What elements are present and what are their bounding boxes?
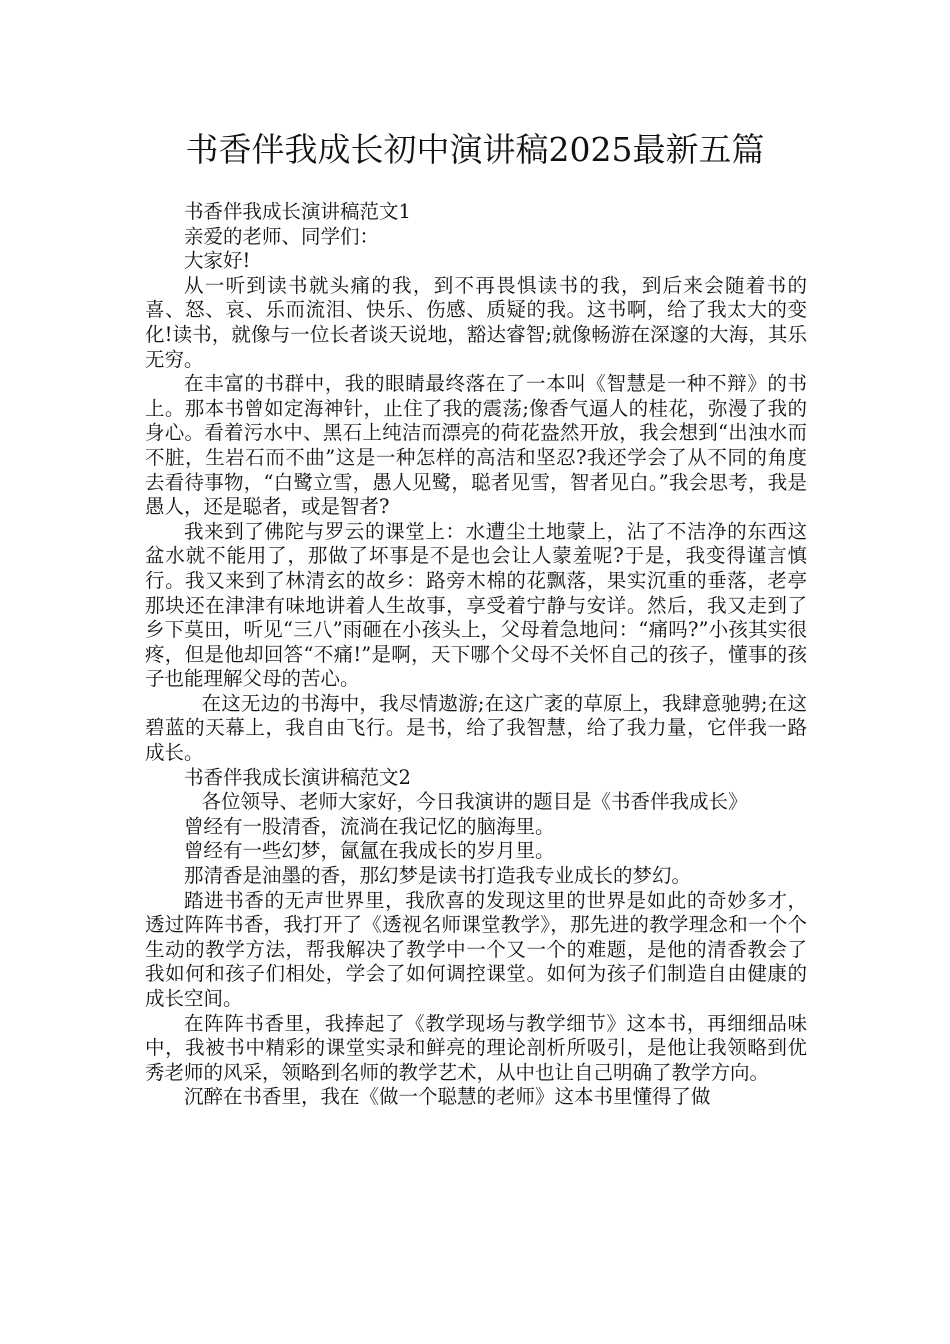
paragraph: 曾经有一些幻梦，氤氲在我成长的岁月里。	[184, 839, 555, 863]
paragraph: 在这无边的书海中，我尽情遨游;在这广袤的草原上，我肆意驰骋;在这碧蓝的天幕上，我自由飞行。是书，给了我智慧，给了我力量，它伴我一路成长。	[145, 691, 807, 765]
paragraph: 踏进书香的无声世界里，我欣喜的发现这里的世界是如此的奇妙多才，透过阵阵书香，我打开了《透视名师课堂教学》，那先进的教学理念和一个个生动的教学方法，帮我解决了教学中一个又一个的难题，是他的清香教会了我如何和孩子们相处，学会了如何调控课堂。如何为孩子们制造自由健康的成长空间。	[145, 888, 807, 1010]
paragraph: 在丰富的书群中，我的眼睛最终落在了一本叫《智慧是一种不辩》的书上。那本书曾如定海神针，止住了我的震荡;像香气逼人的桂花，弥漫了我的身心。看着污水中、黑石上纯洁而漂亮的荷花盎然开放，我会想到“出浊水而不脏，生岩石而不曲”这是一种怎样的高洁和坚忍?我还学会了从不同的角度去看待事物，“白鹭立雪，愚人见鹭，聪者见雪，智者见白。”我会思考，我是愚人，还是聪者，或是智者?	[145, 372, 807, 519]
paragraph: 沉醉在书香里，我在《做一个聪慧的老师》这本书里懂得了做	[184, 1085, 711, 1109]
paragraph: 曾经有一股清香，流淌在我记忆的脑海里。	[184, 814, 555, 838]
section-heading: 书香伴我成长演讲稿范文1	[184, 200, 411, 223]
paragraph: 我来到了佛陀与罗云的课堂上：水遭尘土地蒙上，沾了不洁净的东西这盆水就不能用了，那做了坏事是不是也会让人蒙羞呢?于是，我变得谨言慎行。我又来到了林清玄的故乡：路旁木棉的花飘落，果实沉重的垂落，老亭那块还在津津有味地讲着人生故事，享受着宁静与安详。然后，我又走到了乡下莫田，听见“三八”雨砸在小孩头上，父母着急地问：“痛吗?”小孩其实很疼，但是他却回答“不痛!”是啊，天下哪个父母不关怀自己的孩子，懂事的孩子也能理解父母的苦心。	[145, 519, 807, 691]
section-heading: 书香伴我成长演讲稿范文2	[184, 765, 411, 789]
document-body	[145, 200, 807, 1110]
paragraph: 那清香是油墨的香，那幻梦是读书打造我专业成长的梦幻。	[184, 864, 692, 888]
greeting: 大家好!	[184, 249, 251, 273]
paragraph: 在阵阵书香里，我捧起了《教学现场与教学细节》这本书，再细细品味中，我被书中精彩的课堂实录和鲜亮的理论剖析所吸引，是他让我领略到优秀老师的风采，领略到名师的教学艺术，从中也让自己明确了教学方向。	[145, 1011, 807, 1084]
paragraph: 各位领导、老师大家好，今日我演讲的题目是《书香伴我成长》	[201, 790, 748, 814]
paragraph: 从一听到读书就头痛的我，到不再畏惧读书的我，到后来会随着书的喜、怒、哀、乐而流泪、快乐、伤感、质疑的我。这书啊，给了我太大的变化!读书，就像与一位长者谈天说地，豁达睿智;就像畅游在深邃的大海，其乐无穷。	[145, 273, 807, 371]
document-title: 书香伴我成长初中演讲稿2025最新五篇	[185, 130, 765, 169]
salutation: 亲爱的老师、同学们：	[184, 224, 380, 248]
